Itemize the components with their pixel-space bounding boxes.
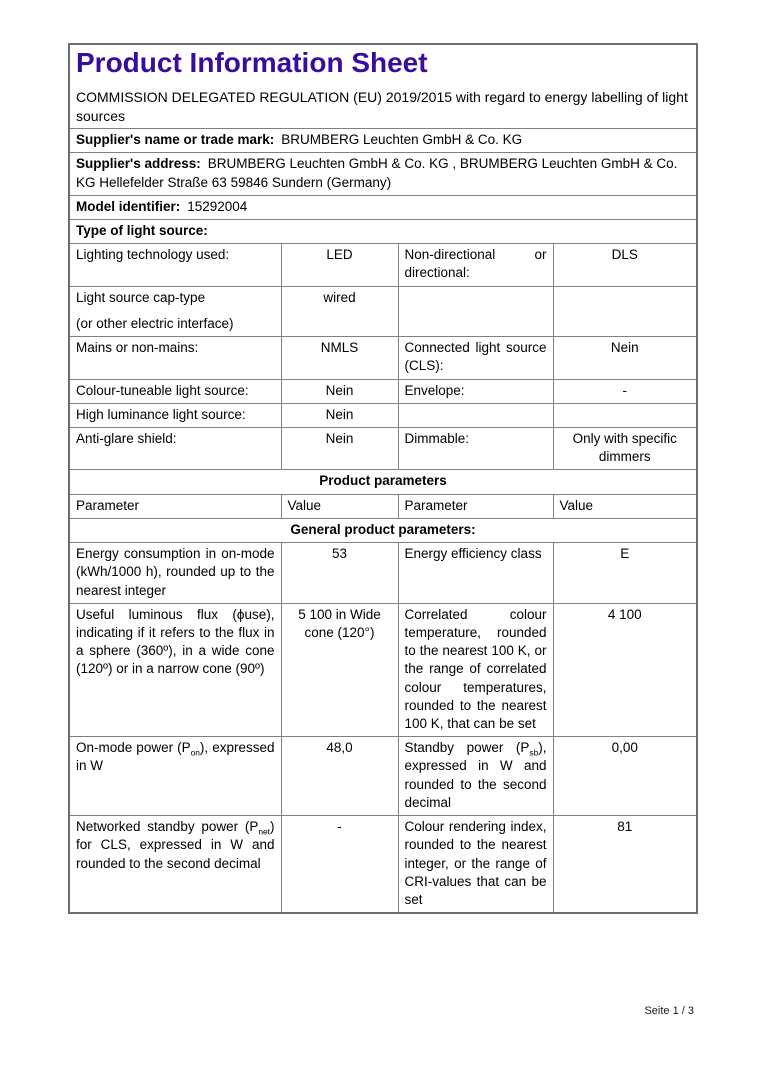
supplier-address-cell bbox=[69, 153, 697, 195]
parameter-label: Envelope: bbox=[398, 379, 553, 403]
table-row bbox=[69, 379, 697, 403]
parameter-value: Nein bbox=[281, 427, 398, 469]
column-header: Parameter bbox=[69, 494, 281, 518]
general-product-parameters-heading-row bbox=[69, 518, 697, 542]
parameter-value: Nein bbox=[281, 379, 398, 403]
parameter-label: Colour rendering index, rounded to the nearest integer, or the range of CRI-values that can be set bbox=[398, 816, 553, 914]
parameter-value: 5 100 in Wide cone (120°) bbox=[281, 603, 398, 737]
column-header: Value bbox=[553, 494, 697, 518]
parameter-label: Lighting technology used: bbox=[69, 244, 281, 286]
product-information-table bbox=[68, 43, 698, 914]
parameter-value bbox=[553, 403, 697, 427]
parameter-label: Useful luminous flux (ϕuse), indicating if it refers to the flux in a sphere (360º), in a wide cone (120º) or in a narrow cone (90º) bbox=[69, 603, 281, 737]
parameter-value: DLS bbox=[553, 244, 697, 286]
parameter-value: Only with specific dimmers bbox=[553, 427, 697, 469]
header-row bbox=[69, 44, 697, 129]
parameter-value: E bbox=[553, 543, 697, 604]
parameter-value: NMLS bbox=[281, 337, 398, 379]
column-header-row bbox=[69, 494, 697, 518]
parameter-label bbox=[398, 286, 553, 336]
parameter-value: 0,00 bbox=[553, 737, 697, 816]
page-title: Product Information Sheet bbox=[76, 47, 428, 78]
parameter-value bbox=[553, 286, 697, 336]
model-identifier-cell bbox=[69, 195, 697, 219]
parameter-label bbox=[398, 403, 553, 427]
parameter-label: Mains or non-mains: bbox=[69, 337, 281, 379]
parameter-value: Nein bbox=[553, 337, 697, 379]
parameter-label: Correlated colour temperature, rounded to the nearest 100 K, or the range of correlated colour temperatures, rounded to the nearest 100 K, that can be set bbox=[398, 603, 553, 737]
table-row bbox=[69, 244, 697, 286]
parameter-label: Colour-tuneable light source: bbox=[69, 379, 281, 403]
table-row bbox=[69, 286, 697, 336]
model-identifier-label: Model identifier: bbox=[76, 198, 181, 214]
parameter-label: Anti-glare shield: bbox=[69, 427, 281, 469]
parameter-label: Energy efficiency class bbox=[398, 543, 553, 604]
parameter-label: On-mode power $(P_{on})$, expressed in W bbox=[69, 737, 281, 816]
supplier-name-label: Supplier's name or trade mark: bbox=[76, 132, 275, 148]
model-identifier-row bbox=[69, 195, 697, 219]
type-of-light-source-heading: Type of light source: bbox=[69, 220, 697, 244]
regulation-subtitle: COMMISSION DELEGATED REGULATION (EU) 2019/2015 with regard to energy labelling of light sources bbox=[76, 89, 688, 124]
table-row bbox=[69, 737, 697, 816]
table-row bbox=[69, 543, 697, 604]
parameter-value: - bbox=[553, 379, 697, 403]
parameter-label: Standby power $(P_{sb})$, expressed in W and rounded to the second decimal bbox=[398, 737, 553, 816]
parameter-label: Connected light source (CLS): bbox=[398, 337, 553, 379]
supplier-name-value: BRUMBERG Leuchten GmbH & Co. KG bbox=[281, 132, 523, 148]
parameter-value: 48,0 bbox=[281, 737, 398, 816]
parameter-label: Energy consumption in on-mode (kWh/1000 h), rounded up to the nearest integer bbox=[69, 543, 281, 604]
parameter-label: Dimmable: bbox=[398, 427, 553, 469]
supplier-name-row bbox=[69, 129, 697, 153]
parameter-value: LED bbox=[281, 244, 398, 286]
parameter-label: Networked standby power $(P_{net})$ for CLS, expressed in W and rounded to the second decimal bbox=[69, 816, 281, 914]
table-row bbox=[69, 403, 697, 427]
table-row bbox=[69, 337, 697, 379]
supplier-address-value: BRUMBERG Leuchten GmbH & Co. KG , BRUMBERG Leuchten GmbH & Co. KG Hellefelder Straße 63 59846 Sundern (Germany) bbox=[76, 156, 678, 190]
table-row bbox=[69, 603, 697, 737]
header-cell bbox=[69, 44, 697, 129]
parameter-label: Light source cap-type (or other electric interface) bbox=[69, 286, 281, 336]
parameter-value: 4 100 bbox=[553, 603, 697, 737]
supplier-name-cell bbox=[69, 129, 697, 153]
page-number: Seite 1 / 3 bbox=[644, 1005, 694, 1017]
column-header: Parameter bbox=[398, 494, 553, 518]
parameter-label: High luminance light source: bbox=[69, 403, 281, 427]
general-product-parameters-heading: General product parameters: bbox=[69, 518, 697, 542]
product-parameters-heading-row bbox=[69, 470, 697, 494]
supplier-address-label: Supplier's address: bbox=[76, 156, 201, 172]
product-parameters-heading: Product parameters bbox=[69, 470, 697, 494]
supplier-address-row bbox=[69, 153, 697, 195]
parameter-value: Nein bbox=[281, 403, 398, 427]
table-row bbox=[69, 816, 697, 914]
model-identifier-value: 15292004 bbox=[187, 198, 248, 214]
parameter-value: - bbox=[281, 816, 398, 914]
table-row bbox=[69, 427, 697, 469]
type-of-light-source-heading-row bbox=[69, 220, 697, 244]
parameter-value: 53 bbox=[281, 543, 398, 604]
parameter-value: 81 bbox=[553, 816, 697, 914]
parameter-value: wired bbox=[281, 286, 398, 336]
column-header: Value bbox=[281, 494, 398, 518]
parameter-label: Non-directional or directional: bbox=[398, 244, 553, 286]
